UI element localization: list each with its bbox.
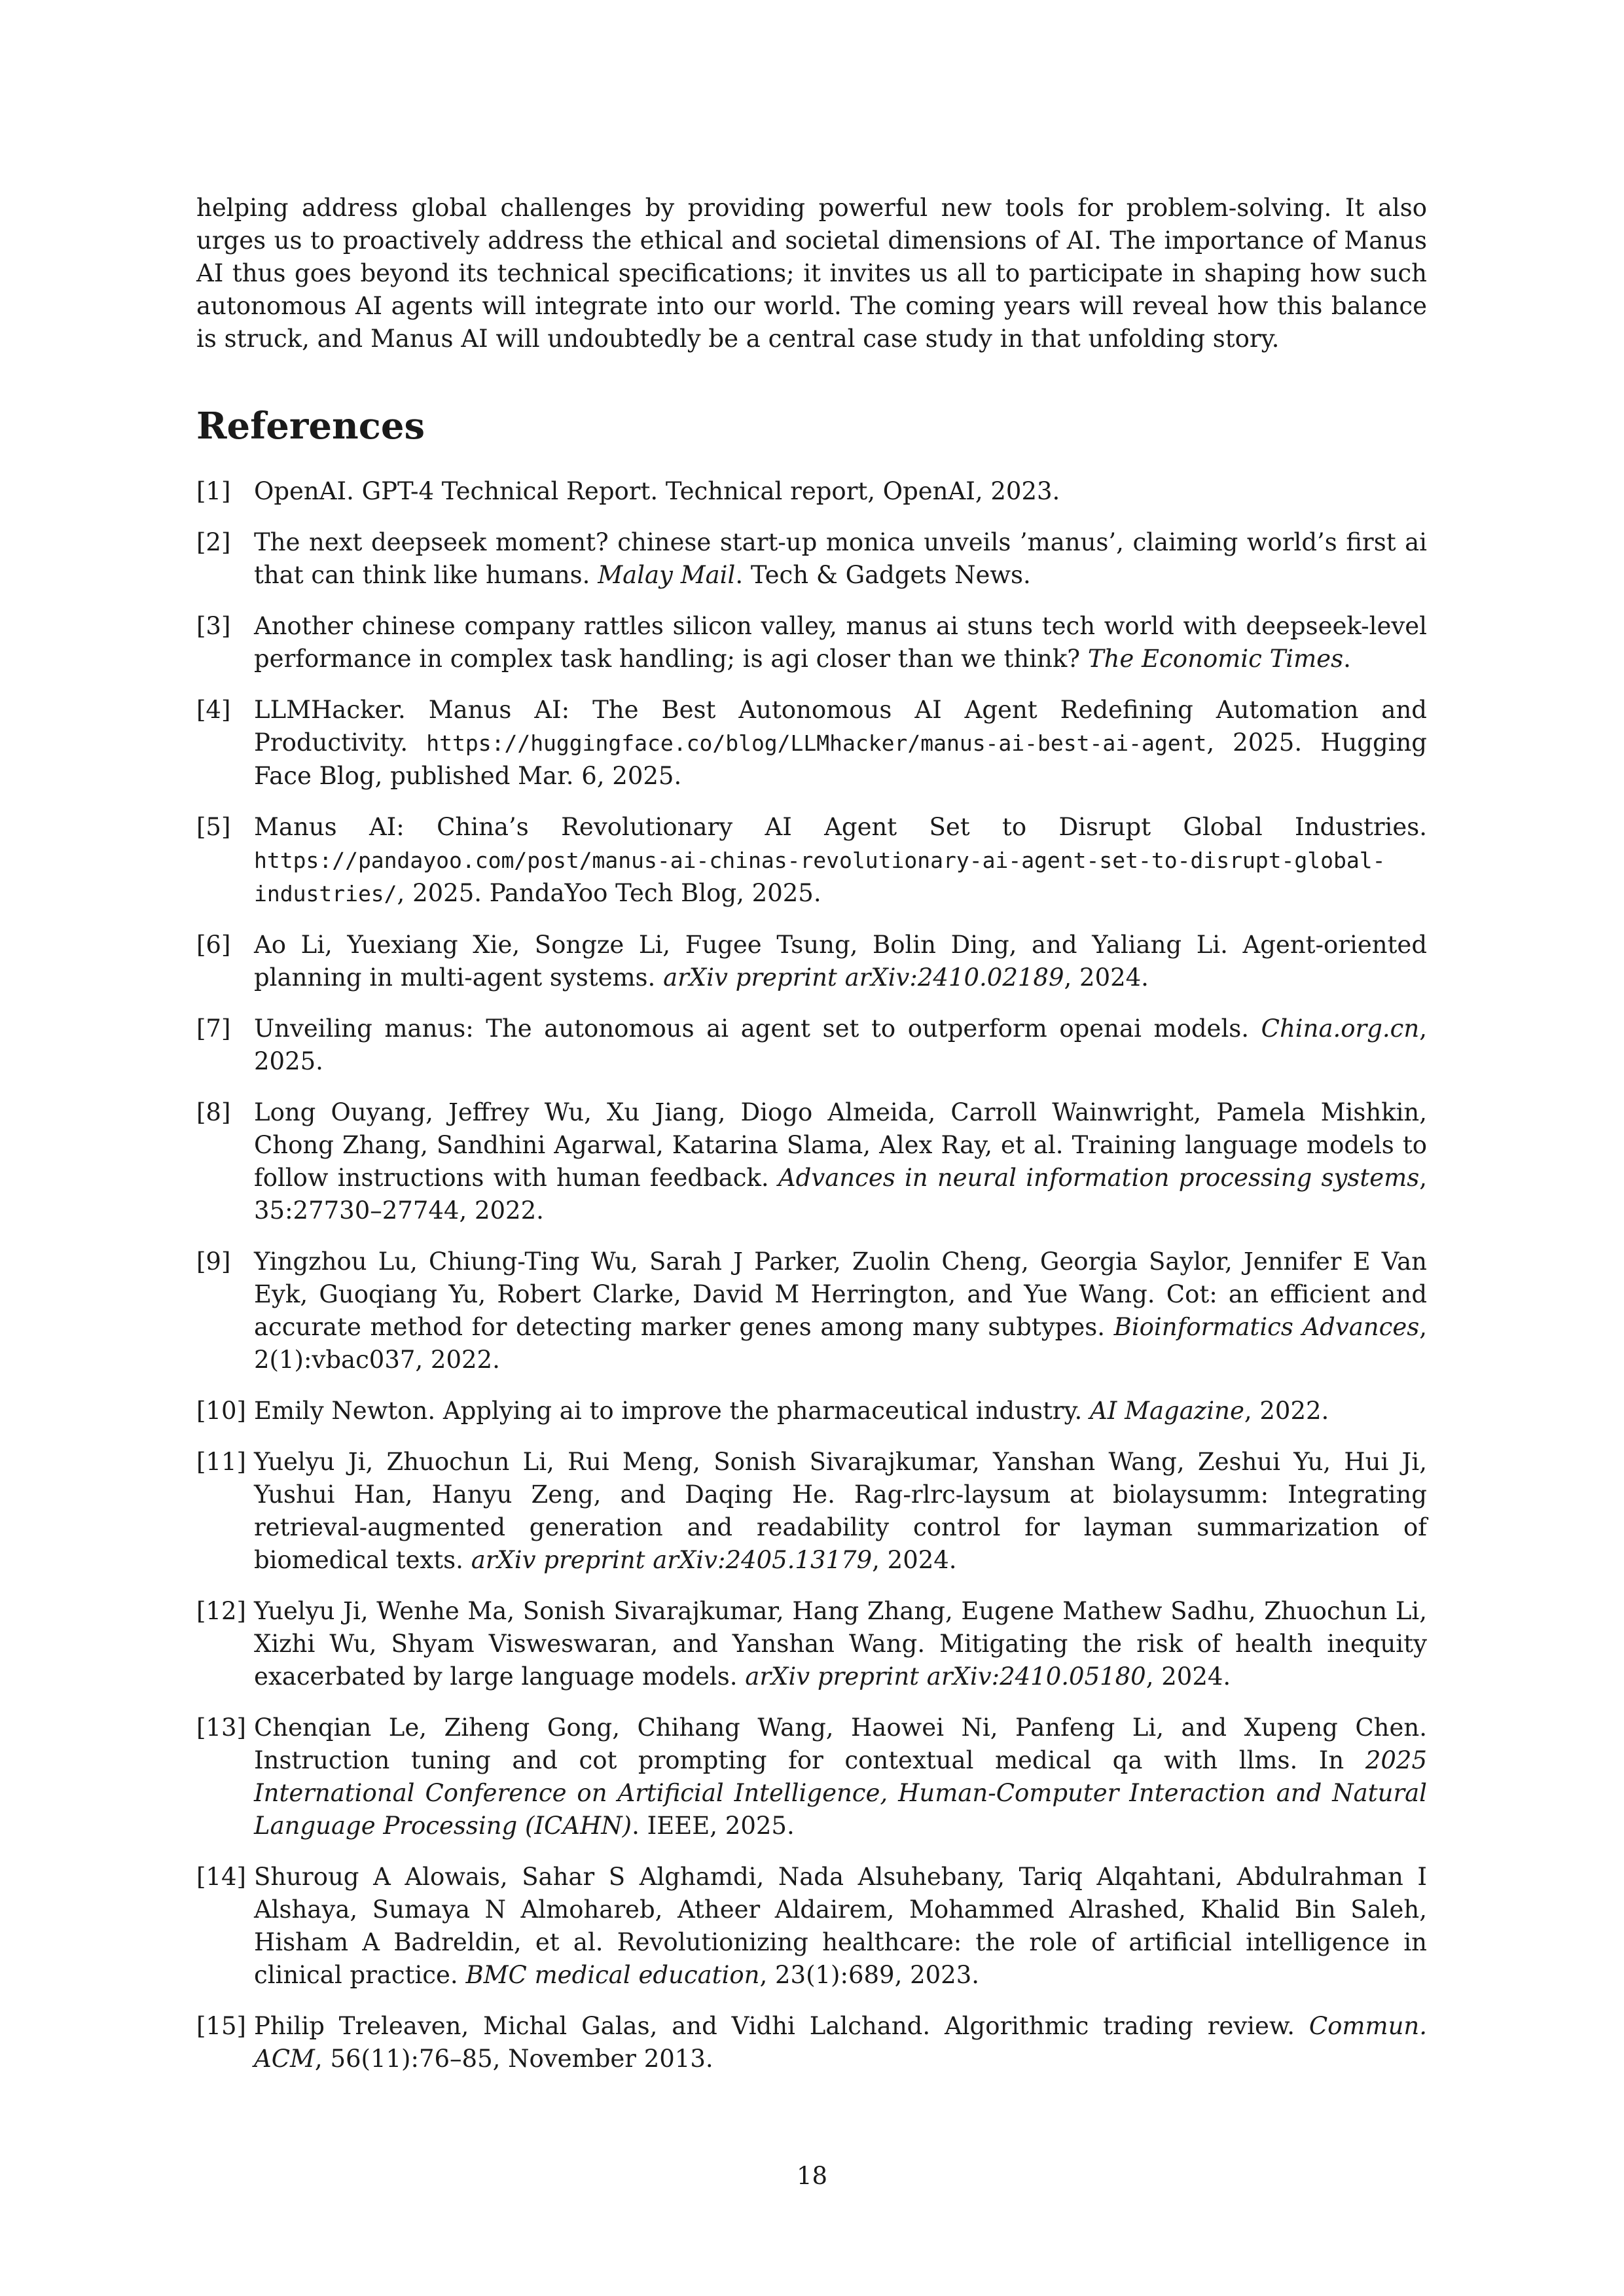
reference-text: Another chinese company rattles silicon valley, manus ai stuns tech world with deepseek-level performance in complex task handling; is agi closer than we think? bbox=[254, 612, 1427, 673]
reference-body bbox=[254, 1861, 1427, 1992]
reference-body bbox=[254, 1595, 1427, 1693]
reference-number: [9] bbox=[196, 1247, 231, 1276]
reference-venue: China.org.cn bbox=[1261, 1014, 1420, 1043]
reference-text-tail: , 23(1):689, 2023. bbox=[759, 1961, 980, 1989]
reference-venue: Malay Mail bbox=[598, 561, 736, 589]
reference-number: [14] bbox=[196, 1863, 246, 1891]
reference-text: Emily Newton. Applying ai to improve the pharmaceutical industry. bbox=[254, 1397, 1091, 1425]
reference-item-5 bbox=[196, 811, 1427, 910]
reference-item-12 bbox=[196, 1595, 1427, 1693]
reference-item-6 bbox=[196, 929, 1427, 994]
reference-body bbox=[254, 610, 1427, 675]
reference-body bbox=[254, 1096, 1427, 1227]
reference-body bbox=[254, 475, 1427, 508]
reference-venue: arXiv preprint arXiv:2410.05180 bbox=[745, 1662, 1146, 1691]
reference-text: Shuroug A Alowais, Sahar S Alghamdi, Nada Alsuhebany, Tariq Alqahtani, Abdulrahman I Alshaya, Sumaya N Almohareb, Atheer Aldairem, Mohammed Alrashed, Khalid Bin Saleh, Hisham A Badreldin, et al. Revolutionizing healthcare: the role of artificial intelligence in clinical practice. bbox=[254, 1863, 1427, 1989]
reference-item-11 bbox=[196, 1446, 1427, 1577]
reference-venue: arXiv preprint arXiv:2405.13179 bbox=[471, 1546, 873, 1574]
references-heading: References bbox=[196, 404, 425, 448]
reference-text: OpenAI. GPT-4 Technical Report. Technical report, OpenAI, 2023. bbox=[254, 477, 1060, 505]
reference-venue: arXiv preprint arXiv:2410.02189 bbox=[663, 963, 1064, 992]
reference-item-4 bbox=[196, 694, 1427, 793]
reference-url-link[interactable]: https://huggingface.co/blog/LLMhacker/manus-ai-best-ai-agent bbox=[426, 730, 1207, 756]
reference-item-13 bbox=[196, 1712, 1427, 1842]
reference-body bbox=[254, 811, 1427, 910]
reference-body bbox=[254, 2010, 1427, 2075]
reference-text-tail: , 2024. bbox=[1146, 1662, 1231, 1691]
reference-text-tail: , 2022. bbox=[1244, 1397, 1329, 1425]
reference-text: Ao Li, Yuexiang Xie, Songze Li, Fugee Tsung, Bolin Ding, and Yaliang Li. Agent-oriented planning in multi-agent systems. bbox=[254, 931, 1427, 992]
reference-text: LLMHacker. Manus AI: The Best Autonomous AI Agent Redefining Automation and Productivity. bbox=[254, 696, 1427, 757]
reference-text: Yuelyu Ji, Zhuochun Li, Rui Meng, Sonish Sivarajkumar, Yanshan Wang, Zeshui Yu, Hui Ji, Yushui Han, Hanyu Zeng, and Daqing He. Rag-rlrc-laysum at biolaysumm: Integrating retrieval-augmented generation and readability control for layman summarization of biomedical texts. bbox=[254, 1448, 1427, 1574]
reference-text-tail: , 2025. bbox=[254, 1014, 1427, 1075]
reference-body bbox=[254, 1395, 1427, 1427]
reference-body bbox=[254, 1246, 1427, 1376]
reference-text-tail: . Tech & Gadgets News. bbox=[735, 561, 1031, 589]
reference-text-tail: . bbox=[1343, 645, 1351, 673]
reference-number: [11] bbox=[196, 1448, 246, 1476]
reference-item-7 bbox=[196, 1013, 1427, 1078]
reference-number: [15] bbox=[196, 2012, 246, 2040]
reference-body bbox=[254, 929, 1427, 994]
reference-number: [7] bbox=[196, 1014, 231, 1043]
reference-text: Chenqian Le, Ziheng Gong, Chihang Wang, Haowei Ni, Panfeng Li, and Xupeng Chen. Instruction tuning and cot prompting for contextual medical qa with llms. In bbox=[254, 1713, 1427, 1774]
reference-text: Yuelyu Ji, Wenhe Ma, Sonish Sivarajkumar, Hang Zhang, Eugene Mathew Sadhu, Zhuochun Li, Xizhi Wu, Shyam Visweswaran, and Yanshan Wang. Mitigating the risk of health inequity exacerbated by large language models. bbox=[254, 1597, 1427, 1691]
reference-item-14 bbox=[196, 1861, 1427, 1992]
reference-text-tail: . IEEE, 2025. bbox=[632, 1812, 795, 1840]
reference-item-8 bbox=[196, 1096, 1427, 1227]
reference-venue: BMC medical education bbox=[465, 1961, 760, 1989]
reference-number: [2] bbox=[196, 528, 231, 556]
reference-item-10 bbox=[196, 1395, 1427, 1427]
reference-venue: Commun. ACM bbox=[254, 2012, 1427, 2073]
reference-number: [13] bbox=[196, 1713, 246, 1742]
reference-venue: The Economic Times bbox=[1087, 645, 1344, 673]
reference-text: The next deepseek moment? chinese start-up monica unveils ’manus’, claiming world’s first ai that can think like humans. bbox=[254, 528, 1427, 589]
reference-text-tail: , 2025. PandaYoo Tech Blog, 2025. bbox=[397, 879, 821, 907]
reference-text-tail: , 2024. bbox=[872, 1546, 957, 1574]
reference-number: [5] bbox=[196, 813, 231, 841]
page-number: 18 bbox=[796, 2162, 828, 2190]
reference-text: Unveiling manus: The autonomous ai agent set to outperform openai models. bbox=[254, 1014, 1261, 1043]
reference-number: [4] bbox=[196, 696, 231, 724]
reference-text: Philip Treleaven, Michal Galas, and Vidhi Lalchand. Algorithmic trading review. bbox=[254, 2012, 1309, 2040]
reference-body bbox=[254, 526, 1427, 592]
reference-list bbox=[196, 475, 1427, 2094]
reference-text-tail: , 2(1):vbac037, 2022. bbox=[254, 1313, 1427, 1374]
reference-body bbox=[254, 1712, 1427, 1842]
reference-body bbox=[254, 694, 1427, 793]
reference-venue: Advances in neural information processing systems bbox=[778, 1164, 1420, 1192]
reference-item-3 bbox=[196, 610, 1427, 675]
reference-body bbox=[254, 1446, 1427, 1577]
reference-number: [8] bbox=[196, 1098, 231, 1126]
reference-text: Manus AI: China’s Revolutionary AI Agent Set to Disrupt Global Industries. bbox=[254, 813, 1427, 841]
reference-text-tail: , 2024. bbox=[1064, 963, 1149, 992]
reference-number: [12] bbox=[196, 1597, 246, 1625]
reference-url-link[interactable]: https://pandayoo.com/post/manus-ai-chinas-revolutionary-ai-agent-set-to-disrupt-global-industries/ bbox=[254, 848, 1386, 906]
reference-venue: 2025 International Conference on Artificial Intelligence, Human-Computer Interaction and Natural Language Processing (ICAHN) bbox=[254, 1746, 1427, 1840]
reference-text: Yingzhou Lu, Chiung-Ting Wu, Sarah J Parker, Zuolin Cheng, Georgia Saylor, Jennifer E Van Eyk, Guoqiang Yu, Robert Clarke, David M Herrington, and Yue Wang. Cot: an efficient and accurate method for detecting marker genes among many subtypes. bbox=[254, 1247, 1427, 1341]
reference-item-9 bbox=[196, 1246, 1427, 1376]
reference-text: Long Ouyang, Jeffrey Wu, Xu Jiang, Diogo Almeida, Carroll Wainwright, Pamela Mishkin, Chong Zhang, Sandhini Agarwal, Katarina Slama, Alex Ray, et al. Training language models to follow instructions with human feedback. bbox=[254, 1098, 1427, 1192]
reference-venue: AI Magazine bbox=[1090, 1397, 1244, 1425]
reference-text-tail: , 56(11):76–85, November 2013. bbox=[314, 2045, 713, 2073]
reference-item-15 bbox=[196, 2010, 1427, 2075]
reference-body bbox=[254, 1013, 1427, 1078]
reference-number: [6] bbox=[196, 931, 231, 959]
reference-item-1 bbox=[196, 475, 1427, 508]
reference-number: [10] bbox=[196, 1397, 246, 1425]
reference-item-2 bbox=[196, 526, 1427, 592]
reference-text-tail: , 35:27730–27744, 2022. bbox=[254, 1164, 1427, 1225]
intro-paragraph: helping address global challenges by providing powerful new tools for problem-solving. It also urges us to proactively address the ethical and societal dimensions of AI. The importance of Manus AI thus goes beyond its technical specifications; it invites us all to participate in shaping how such autonomous AI agents will integrate into our world. The coming years will reveal how this balance is struck, and Manus AI will undoubtedly be a central case study in that unfolding story. bbox=[196, 194, 1427, 353]
reference-venue: Bioinformatics Advances bbox=[1113, 1313, 1420, 1341]
reference-text-tail: , 2025. Hugging Face Blog, published Mar. 6, 2025. bbox=[254, 728, 1427, 790]
reference-number: [3] bbox=[196, 612, 231, 640]
reference-number: [1] bbox=[196, 477, 231, 505]
